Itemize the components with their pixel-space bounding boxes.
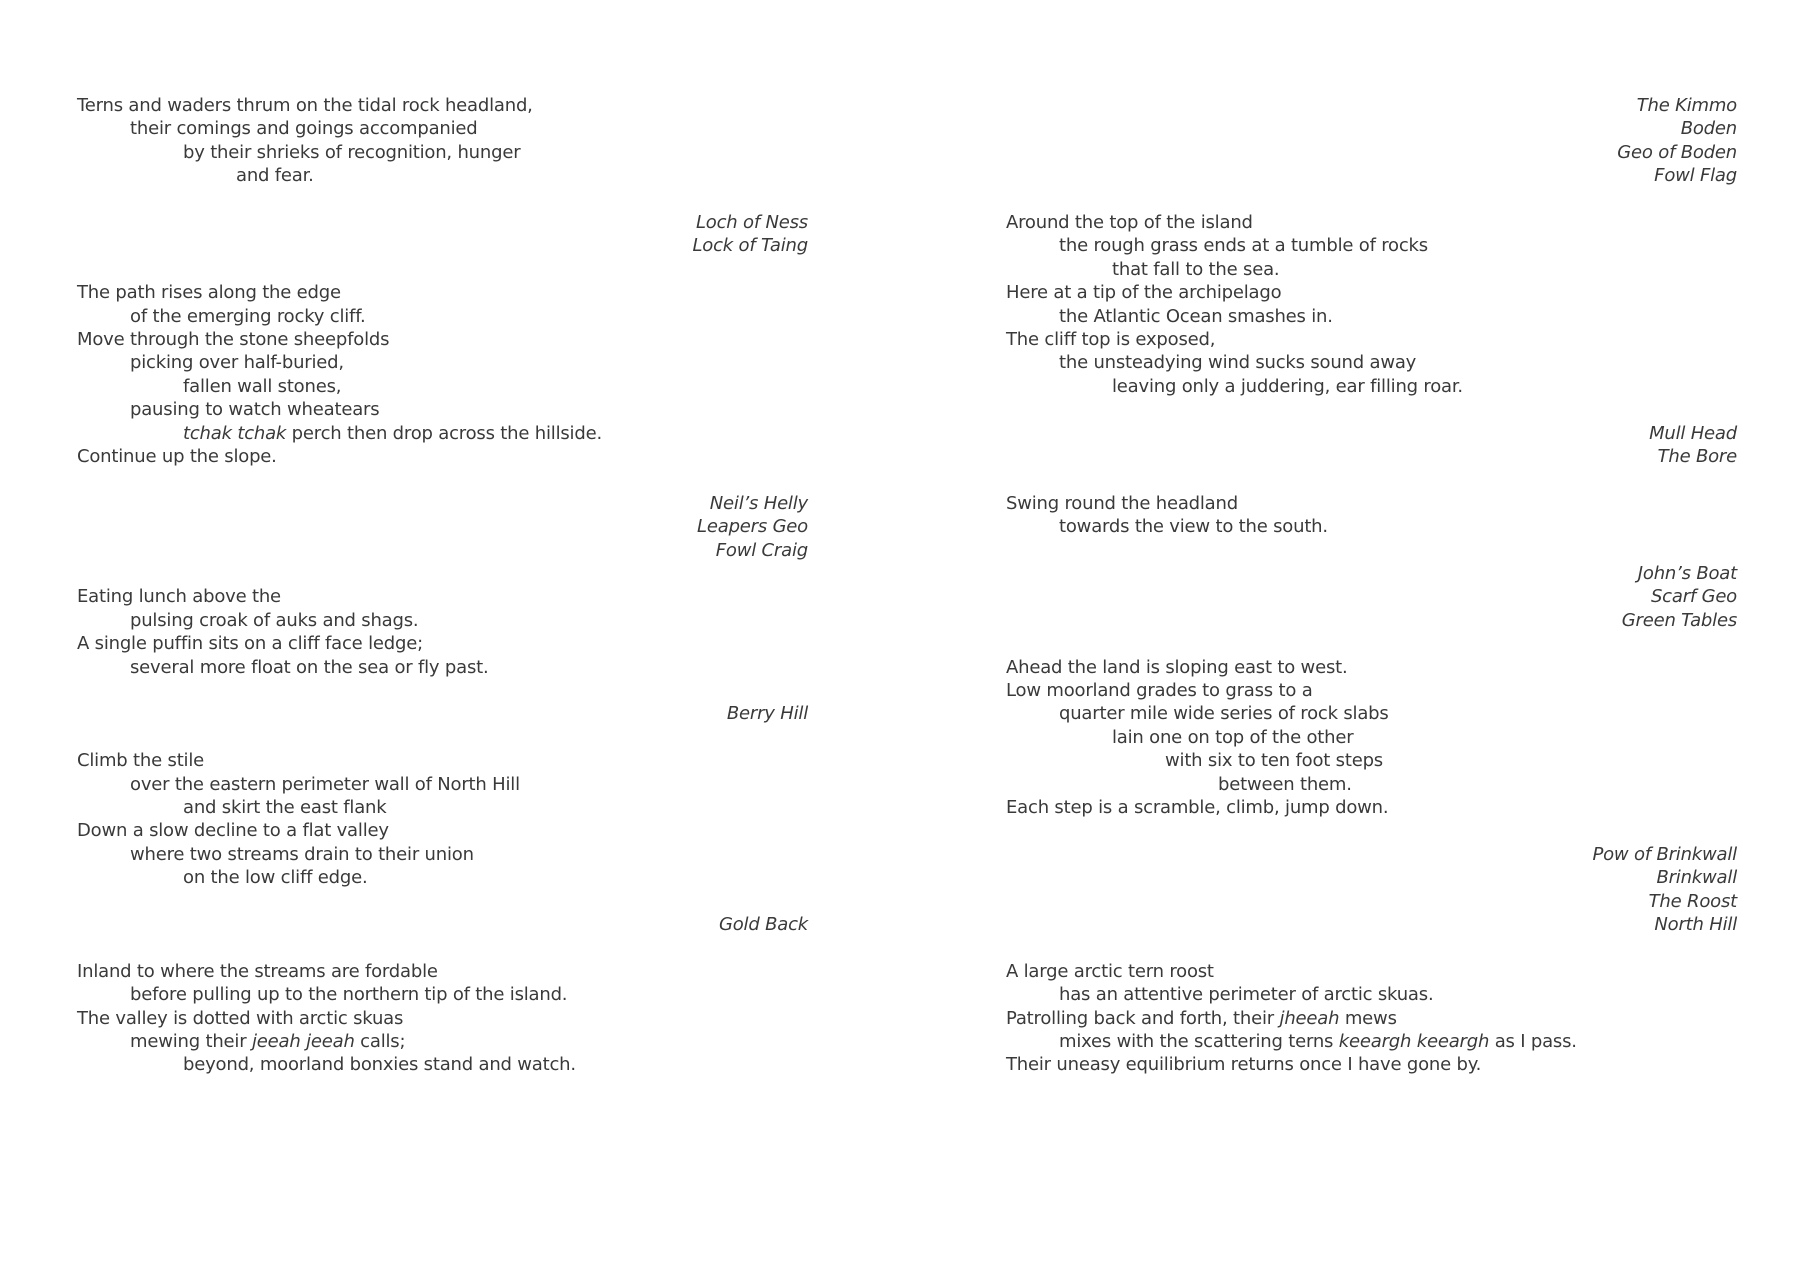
place-name: Berry Hill [726, 703, 808, 725]
poem-line: lain one on top of the other [1112, 726, 1354, 748]
poem-line: has an attentive perimeter of arctic skuas. [1059, 984, 1434, 1006]
poem-line: on the low cliff edge. [183, 867, 368, 889]
poem-line: the rough grass ends at a tumble of rocks [1059, 235, 1428, 257]
place-name: Loch of Ness [695, 212, 808, 233]
bird-call-text: keeargh keeargh [1338, 1031, 1490, 1052]
place-name: John’s Boat [1637, 563, 1737, 584]
poem-line [77, 422, 808, 445]
poem-line: Continue up the slope. [77, 446, 277, 467]
poem-line: Low moorland grades to grass to a [1006, 680, 1313, 701]
poem-line: Here at a tip of the archipelago [1006, 282, 1282, 304]
poem-line: and fear. [236, 165, 314, 187]
bird-call-text: tchak tchak [183, 422, 287, 444]
place-name: Green Tables [1621, 609, 1737, 631]
line-text: perch then drop across the hillside. [286, 422, 602, 444]
place-name: The Roost [1648, 890, 1737, 912]
poem-line: Their uneasy equilibrium returns once I have gone by. [1006, 1054, 1482, 1076]
poem-line: Around the top of the island [1006, 212, 1253, 233]
place-name: Mull Head [1649, 422, 1737, 444]
poem-line: pulsing croak of auks and shags. [130, 609, 419, 631]
place-name: Boden [1680, 118, 1737, 140]
poem-line: The cliff top is exposed, [1006, 329, 1216, 350]
place-name: Neil’s Helly [709, 492, 808, 514]
poem-line [77, 1030, 808, 1053]
poem-line: of the emerging rocky cliff. [130, 305, 366, 327]
poem-line: Swing round the headland [1006, 492, 1238, 514]
place-name: Pow of Brinkwall [1592, 843, 1737, 865]
poem-line: The path rises along the edge [77, 282, 341, 304]
line-text: as I pass. [1489, 1031, 1577, 1052]
poem-line: with six to ten foot steps [1165, 750, 1383, 772]
line-text: mixes with the scattering terns [1059, 1031, 1339, 1052]
poem-line: quarter mile wide series of rock slabs [1059, 703, 1389, 725]
poem-line: the unsteadying wind sucks sound away [1059, 352, 1417, 374]
poem-line [1006, 1007, 1737, 1030]
poem-line: where two streams drain to their union [130, 843, 474, 865]
poem-line: that fall to the sea. [1112, 258, 1280, 280]
place-name: Fowl Craig [715, 539, 808, 561]
poem-line: over the eastern perimeter wall of North Hill [130, 773, 520, 795]
place-name: Geo of Boden [1617, 141, 1737, 163]
bird-call-text: jheeah [1279, 1007, 1340, 1029]
place-name: North Hill [1654, 914, 1737, 935]
line-text: mews [1339, 1007, 1397, 1029]
place-name: The Bore [1657, 446, 1737, 467]
place-name: Gold Back [718, 914, 808, 935]
poem-line: leaving only a juddering, ear filling roar. [1112, 375, 1463, 397]
poem-line: Move through the stone sheepfolds [77, 329, 390, 350]
poem-line: beyond, moorland bonxies stand and watch. [183, 1054, 576, 1076]
poem-line: Eating lunch above the [77, 586, 281, 608]
poem-line: their comings and goings accompanied [130, 118, 478, 140]
place-name: Brinkwall [1656, 867, 1737, 889]
line-text: calls; [354, 1031, 406, 1052]
poem-line: A large arctic tern roost [1006, 960, 1214, 982]
place-name: Fowl Flag [1654, 165, 1737, 187]
place-name: Scarf Geo [1650, 586, 1737, 608]
poem-line: Inland to where the streams are fordable [77, 960, 438, 982]
line-text: mewing their [130, 1031, 252, 1052]
poem-line: towards the view to the south. [1059, 516, 1328, 538]
poem-line [1006, 1030, 1737, 1053]
place-name: The Kimmo [1636, 95, 1737, 116]
poem-line: Down a slow decline to a flat valley [77, 820, 389, 842]
poem-line: picking over half-buried, [130, 352, 344, 374]
poem-line: Ahead the land is sloping east to west. [1006, 656, 1348, 678]
poem-line: A single puffin sits on a cliff face ledge; [77, 633, 423, 655]
poem-line: between them. [1218, 773, 1352, 795]
poem-line: fallen wall stones, [183, 375, 342, 397]
poem-line: pausing to watch wheatears [130, 399, 380, 421]
bird-call-text: jeeah jeeah [251, 1031, 355, 1052]
poem-line: the Atlantic Ocean smashes in. [1059, 305, 1333, 327]
place-name: Leapers Geo [697, 516, 808, 538]
poem-line: and skirt the east flank [183, 797, 387, 818]
poem-line: The valley is dotted with arctic skuas [77, 1007, 404, 1029]
poem-line: by their shrieks of recognition, hunger [183, 141, 521, 163]
line-text: Patrolling back and forth, their [1006, 1007, 1280, 1029]
poem-line: several more float on the sea or fly past. [130, 656, 489, 678]
poem-line: Climb the stile [77, 750, 205, 772]
poem-line: Terns and waders thrum on the tidal rock headland, [77, 95, 533, 116]
place-name: Lock of Taing [692, 235, 808, 257]
poem-line: before pulling up to the northern tip of the island. [130, 984, 568, 1006]
poem-line: Each step is a scramble, climb, jump down. [1006, 797, 1389, 818]
